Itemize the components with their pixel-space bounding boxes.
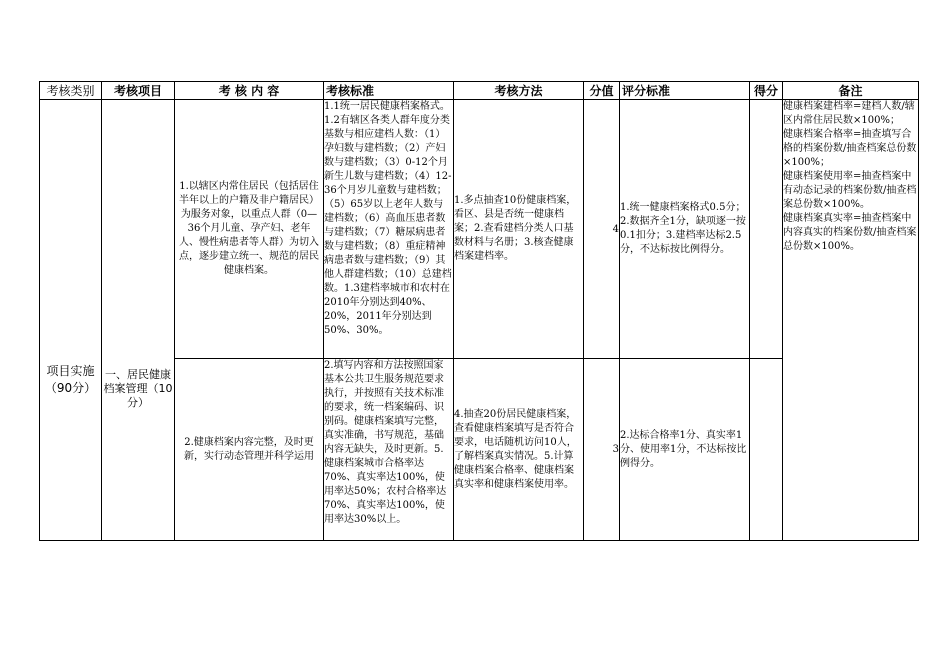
header-content: 考 核 内 容: [175, 82, 324, 100]
remark-cell: [783, 100, 919, 541]
score-cell: 4: [584, 100, 620, 359]
category-line2: （90分）: [44, 381, 97, 395]
method-cell: [454, 359, 584, 541]
method-cell: [454, 100, 584, 359]
got-cell: [750, 100, 783, 359]
criteria-text: 2.达标合格率1分、真实率1分、使用率1分，不达标按比例得分。: [620, 429, 747, 469]
remark-text: 健康档案建档率=建档人数/辖区内常住居民数×100%； 健康档案合格率=抽查填写合格的档案份数/抽查档案总份数×100%； 健康档案使用率=抽查档案中有动态记录的档案份数/抽查档案总份数×100%。 健康档案真实率=抽查档案中内容真实的档案份数/抽查档案总份数×100%。: [783, 101, 917, 252]
header-standard: 考核标准: [324, 82, 454, 100]
method-text: 1.多点抽查10份健康档案，看区、县是否统一健康档案；2.查看建档分类人口基数材料与名册；3.核查健康档案建档率。: [454, 195, 577, 262]
table-row: [40, 100, 919, 359]
standard-text: 2.填写内容和方法按照国家基本公共卫生服务规范要求执行，并按照有关技术标准的要求，统一档案编码、识别码。健康档案填写完整，真实准确，书写规范，基础内容无缺失，及时更新。5.健康档案城市合格率达70%、真实率达100%，使用率达50%；农村合格率达70%、真实率达100%，使用率达30%以上。: [324, 360, 447, 525]
category-cell: [40, 100, 102, 541]
criteria-text: 1.统一健康档案格式0.5分；2.数据齐全1分，缺项逐一按0.1扣分；3.建档率达标2.5分，不达标按比例得分。: [620, 202, 746, 255]
score-cell: 3: [584, 359, 620, 541]
content-text: 1.以辖区内常住居民（包括居住半年以上的户籍及非户籍居民）为服务对象，以重点人群（0—36个月儿童、孕产妇、老年人、慢性病患者等人群）为切入点，逐步建立统一、规范的居民健康档案。: [179, 181, 319, 276]
header-method: 考核方法: [454, 82, 584, 100]
header-score: 分值: [584, 82, 620, 100]
header-row: [40, 82, 919, 100]
item-label: 一、居民健康档案管理（10分）: [103, 367, 173, 409]
criteria-cell: [620, 100, 750, 359]
header-criteria: 评分标准: [620, 82, 750, 100]
category-line1: 项目实施: [46, 364, 95, 378]
criteria-cell: [620, 359, 750, 541]
standard-cell: [324, 100, 454, 359]
method-text: 4.抽查20份居民健康档案，查看健康档案填写是否符合要求，电话随机访问10人，了解档案真实情况。5.计算健康档案合格率、健康档案真实率和健康档案使用率。: [454, 408, 577, 490]
item-cell-empty: [102, 100, 175, 359]
header-item: 考核项目: [102, 82, 175, 100]
header-remark: 备注: [783, 82, 919, 100]
content-cell: [175, 359, 324, 541]
header-got: 得分: [750, 82, 783, 100]
assessment-table: [39, 81, 919, 541]
content-text: 2.健康档案内容完整，及时更新，实行动态管理并科学运用: [184, 436, 314, 462]
got-cell: [750, 359, 783, 541]
standard-text: 1.1统一居民健康档案格式。1.2有辖区各类人群年度分类基数与相应建档人数：（1）孕妇数与建档数；（2）产妇数与建档数；（3）0-12个月新生儿数与建档数；（4）12-36个月岁儿童数与建档数；（5）65岁以上老年人数与建档数；（6）高血压患者数与建档数；（7）糖尿病患者数与建档数；（8）重症精神病患者数与建档数；（9）其他人群建档数；（10）总建档数。1.3建档率城市和农村在2010年分别达到40%、20%，2011年分别达到50%、30%。: [324, 101, 452, 336]
content-cell: [175, 100, 324, 359]
item-cell: [102, 359, 175, 541]
standard-cell: [324, 359, 454, 541]
header-category: 考核类别: [40, 82, 102, 100]
